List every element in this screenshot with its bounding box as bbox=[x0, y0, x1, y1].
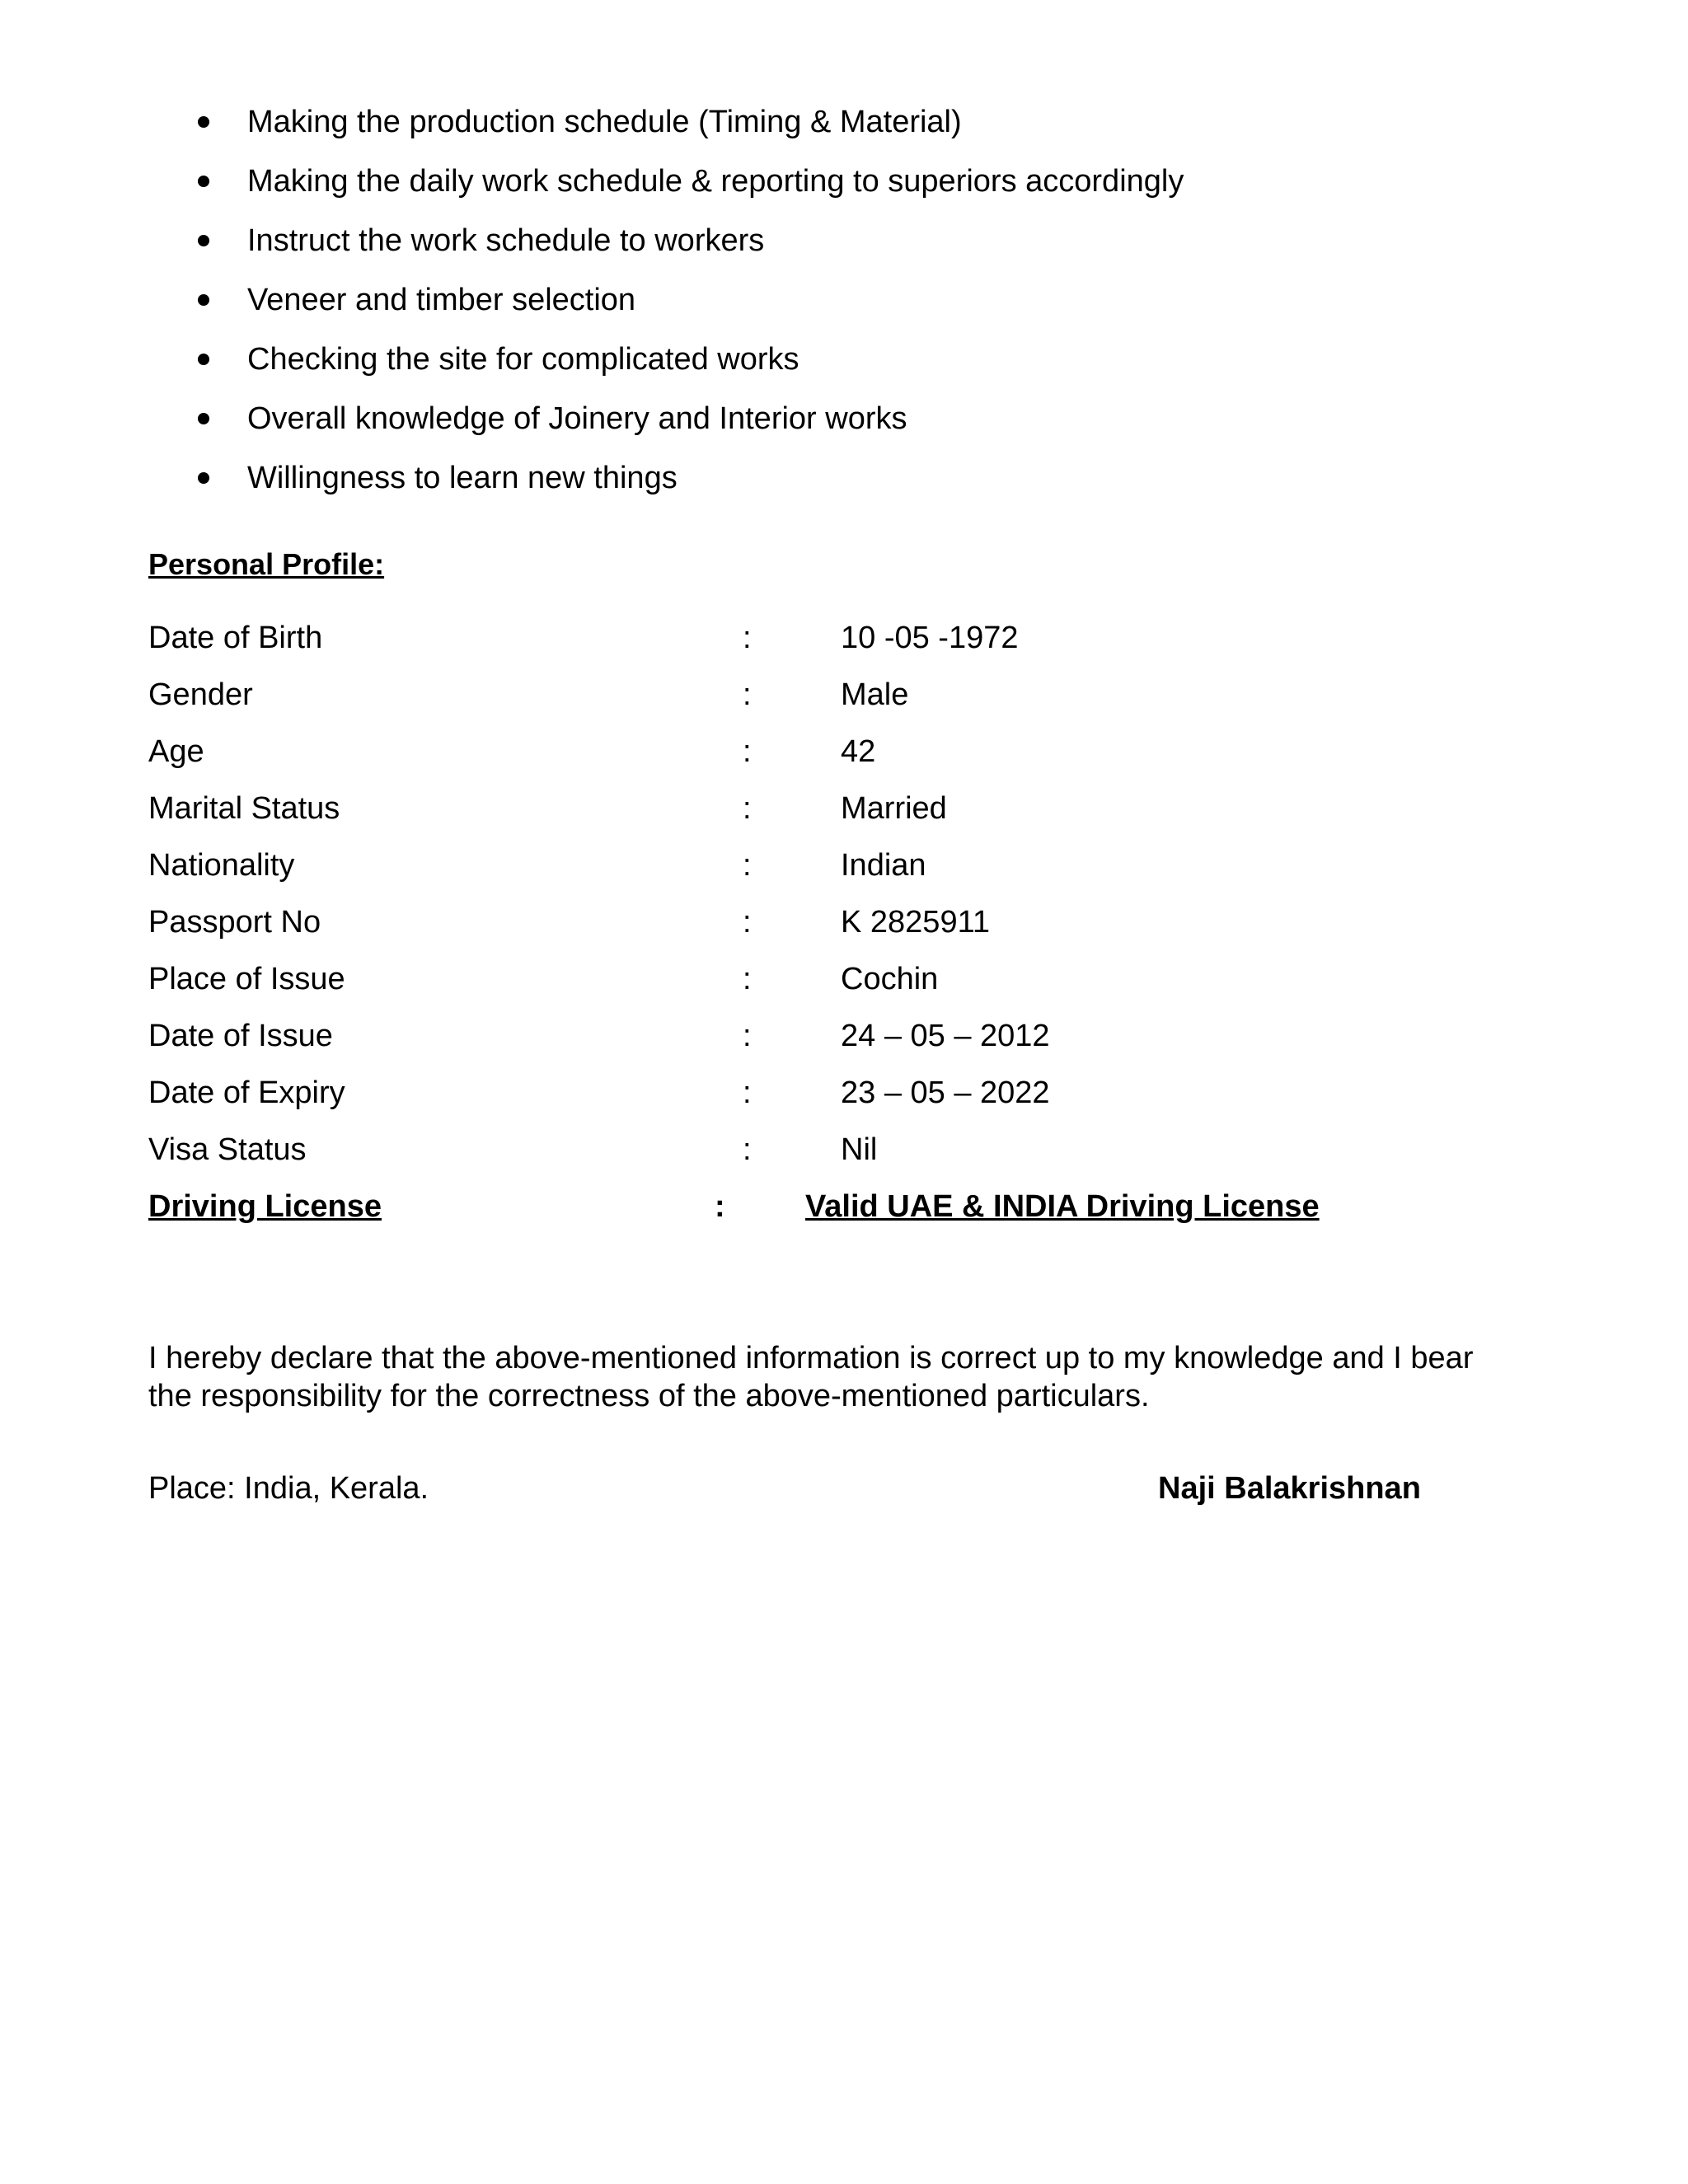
profile-value: Nil bbox=[841, 1132, 878, 1167]
bullet-icon bbox=[198, 472, 209, 484]
profile-label: Age bbox=[148, 734, 204, 769]
profile-label: Visa Status bbox=[148, 1132, 307, 1167]
profile-separator: : bbox=[743, 677, 752, 712]
profile-separator: : bbox=[743, 848, 752, 883]
list-item-text: Willingness to learn new things bbox=[247, 461, 678, 495]
profile-label: Marital Status bbox=[148, 791, 340, 826]
profile-separator: : bbox=[743, 734, 752, 769]
profile-value: Indian bbox=[841, 848, 926, 883]
profile-separator: : bbox=[743, 905, 752, 940]
bullet-icon bbox=[198, 413, 209, 424]
bullet-icon bbox=[198, 235, 209, 246]
list-item-text: Instruct the work schedule to workers bbox=[247, 223, 765, 258]
profile-row-date-of-issue bbox=[0, 1008, 1688, 1065]
profile-label: Place of Issue bbox=[148, 962, 345, 996]
personal-profile-table bbox=[0, 610, 1688, 1235]
profile-separator: : bbox=[715, 1189, 725, 1224]
list-item-text: Making the daily work schedule & reporting to superiors accordingly bbox=[247, 164, 1184, 199]
list-item-text: Veneer and timber selection bbox=[247, 283, 636, 317]
bullet-icon bbox=[198, 354, 209, 365]
profile-label: Date of Expiry bbox=[148, 1076, 345, 1110]
declaration-text: I hereby declare that the above-mentioned information is correct up to my knowledge and I bear the responsibility for the correctness of the above-mentioned particulars. bbox=[148, 1341, 1474, 1413]
profile-row-date-of-expiry bbox=[0, 1065, 1688, 1122]
profile-value: Male bbox=[841, 677, 909, 712]
list-item-text: Checking the site for complicated works bbox=[247, 342, 799, 377]
place-text: Place: India, Kerala. bbox=[148, 1471, 429, 1506]
bullet-icon bbox=[198, 116, 209, 128]
profile-label: Nationality bbox=[148, 848, 295, 883]
profile-separator: : bbox=[743, 1132, 752, 1167]
profile-label: Date of Issue bbox=[148, 1019, 333, 1053]
personal-profile-heading: Personal Profile: bbox=[148, 547, 385, 581]
profile-value: Cochin bbox=[841, 962, 939, 996]
profile-value: K 2825911 bbox=[841, 905, 991, 940]
profile-row-place-of-issue bbox=[0, 951, 1688, 1008]
profile-row-marital-status bbox=[0, 780, 1688, 837]
profile-row-passport-no bbox=[0, 894, 1688, 951]
profile-value: 42 bbox=[841, 734, 876, 769]
profile-label: Passport No bbox=[148, 905, 321, 940]
profile-separator: : bbox=[743, 962, 752, 996]
list-item-text: Overall knowledge of Joinery and Interior works bbox=[247, 401, 907, 436]
profile-separator: : bbox=[743, 791, 752, 826]
profile-separator: : bbox=[743, 1076, 752, 1110]
profile-separator: : bbox=[743, 1019, 752, 1053]
profile-row-driving-license bbox=[0, 1179, 1688, 1235]
profile-value: Valid UAE & INDIA Driving License bbox=[805, 1189, 1320, 1224]
profile-value: 24 – 05 – 2012 bbox=[841, 1019, 1050, 1053]
profile-row-visa-status bbox=[0, 1122, 1688, 1179]
profile-value: 23 – 05 – 2022 bbox=[841, 1076, 1050, 1110]
profile-value: 10 -05 -1972 bbox=[841, 621, 1019, 655]
list-item-text: Making the production schedule (Timing & Material) bbox=[247, 105, 962, 139]
profile-row-gender bbox=[0, 667, 1688, 724]
profile-row-age bbox=[0, 724, 1688, 780]
signature-name: Naji Balakrishnan bbox=[1158, 1471, 1421, 1506]
profile-row-nationality bbox=[0, 837, 1688, 894]
profile-label: Date of Birth bbox=[148, 621, 323, 655]
profile-value: Married bbox=[841, 791, 947, 826]
bullet-icon bbox=[198, 294, 209, 306]
profile-label: Gender bbox=[148, 677, 253, 712]
profile-separator: : bbox=[743, 621, 752, 655]
profile-label: Driving License bbox=[148, 1189, 382, 1224]
bullet-icon bbox=[198, 176, 209, 187]
profile-row-date-of-birth bbox=[0, 610, 1688, 667]
